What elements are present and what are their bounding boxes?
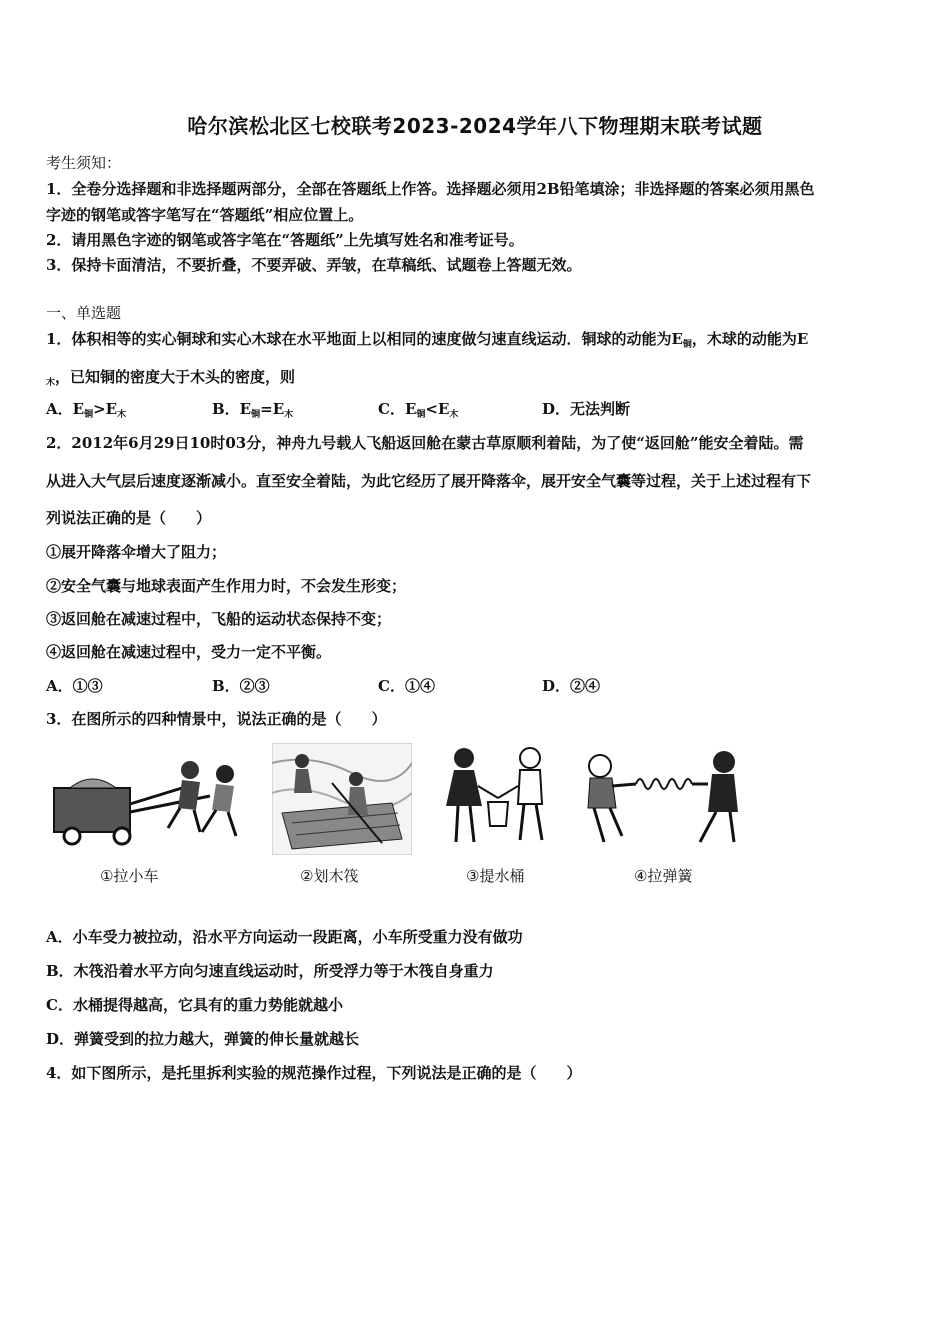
question-1-stem	[46, 328, 808, 350]
q1-opt-b-sub1: 铜	[251, 410, 261, 420]
q1-opt-c-sub2: 木	[449, 410, 459, 420]
bucket-carrying-illustration	[432, 744, 562, 852]
q3-option-c: C．水桶提得越高，它具有的重力势能就越小	[46, 996, 343, 1014]
notice-heading: 考生须知：	[46, 154, 122, 172]
notice-item: 1．全卷分选择题和非选择题两部分，全部在答题纸上作答。选择题必须用2B铅笔填涂；非选择题的答案必须用黑色	[46, 180, 815, 198]
question-2-stem-cont: 从进入大气层后速度逐渐减小。直至安全着陆，为此它经历了展开降落伞，展开安全气囊等过程，关于上述过程有下	[46, 472, 812, 490]
q1-option-c	[378, 398, 458, 420]
question-1-stem-cont	[46, 366, 295, 388]
q1-opt-a-sub1: 铜	[84, 410, 94, 420]
question-4-stem: 4．如下图所示，是托里拆利实验的规范操作过程，下列说法是正确的是（ ）	[46, 1064, 582, 1082]
q1-text-c: ，已知铜的密度大于木头的密度，则	[55, 368, 296, 386]
q1-option-d: D．无法判断	[542, 400, 631, 418]
q1-text-a: 1．体积相等的实心铜球和实心木球在水平地面上以相同的速度做匀速直线运动．铜球的动能为E	[46, 330, 683, 348]
q3-option-d: D．弹簧受到的拉力越大，弹簧的伸长量就越长	[46, 1030, 360, 1048]
notice-item: 字迹的钢笔或答字笔写在“答题纸”相应位置上。	[46, 206, 364, 224]
q1-opt-a-sub2: 木	[117, 410, 127, 420]
section-heading: 一、单选题	[46, 304, 122, 322]
question-3-stem: 3．在图所示的四种情景中，说法正确的是（ ）	[46, 710, 387, 728]
q2-statement: ①展开降落伞增大了阻力；	[46, 543, 227, 561]
q3-option-b: B．木筏沿着水平方向匀速直线运动时，所受浮力等于木筏自身重力	[46, 962, 494, 980]
q1-opt-a-pre: A．E	[46, 400, 85, 418]
figure-caption: ①拉小车	[100, 867, 159, 885]
q2-option-a: A．①③	[46, 677, 103, 695]
q2-statement: ④返回舱在减速过程中，受力一定不平衡。	[46, 643, 332, 661]
q1-opt-b-mid: =E	[260, 400, 285, 418]
q3-option-a: A．小车受力被拉动，沿水平方向运动一段距离，小车所受重力没有做功	[46, 928, 523, 946]
cart-pulling-illustration	[50, 748, 250, 856]
page-title: 哈尔滨松北区七校联考2023-2024学年八下物理期末联考试题	[187, 114, 763, 138]
q1-opt-c-pre: C．E	[378, 400, 417, 418]
q1-opt-b-pre: B．E	[212, 400, 252, 418]
notice-item: 2．请用黑色字迹的钢笔或答字笔在“答题纸”上先填写姓名和准考证号。	[46, 231, 524, 249]
q1-sub-wood: 木	[46, 378, 56, 388]
question-2-stem: 2．2012年6月29日10时03分，神舟九号载人飞船返回舱在蒙古草原顺利着陆，为了使“返回舱”能安全着陆。需	[46, 434, 804, 452]
raft-rowing-illustration	[272, 743, 412, 855]
q1-opt-a-mid: >E	[93, 400, 118, 418]
notice-item: 3．保持卡面清洁，不要折叠，不要弄破、弄皱，在草稿纸、试题卷上答题无效。	[46, 256, 582, 274]
q1-opt-b-sub2: 木	[284, 410, 294, 420]
q2-statement: ③返回舱在减速过程中，飞船的运动状态保持不变；	[46, 610, 392, 628]
q1-option-b	[212, 398, 293, 420]
q1-text-b: ，木球的动能为E	[691, 330, 809, 348]
q1-option-a	[46, 398, 126, 420]
figure-caption: ③提水桶	[466, 867, 525, 885]
q1-sub-cu: 铜	[682, 340, 692, 350]
figure-caption: ②划木筏	[300, 867, 359, 885]
spring-pulling-illustration	[582, 744, 742, 850]
q2-option-d: D．②④	[542, 677, 601, 695]
q1-opt-c-sub1: 铜	[416, 410, 426, 420]
q2-option-b: B．②③	[212, 677, 270, 695]
q1-opt-c-mid: <E	[425, 400, 450, 418]
q2-statement: ②安全气囊与地球表面产生作用力时，不会发生形变；	[46, 577, 407, 595]
q2-option-c: C．①④	[378, 677, 435, 695]
figure-caption: ④拉弹簧	[634, 867, 693, 885]
question-2-stem-cont: 列说法正确的是（ ）	[46, 509, 212, 527]
